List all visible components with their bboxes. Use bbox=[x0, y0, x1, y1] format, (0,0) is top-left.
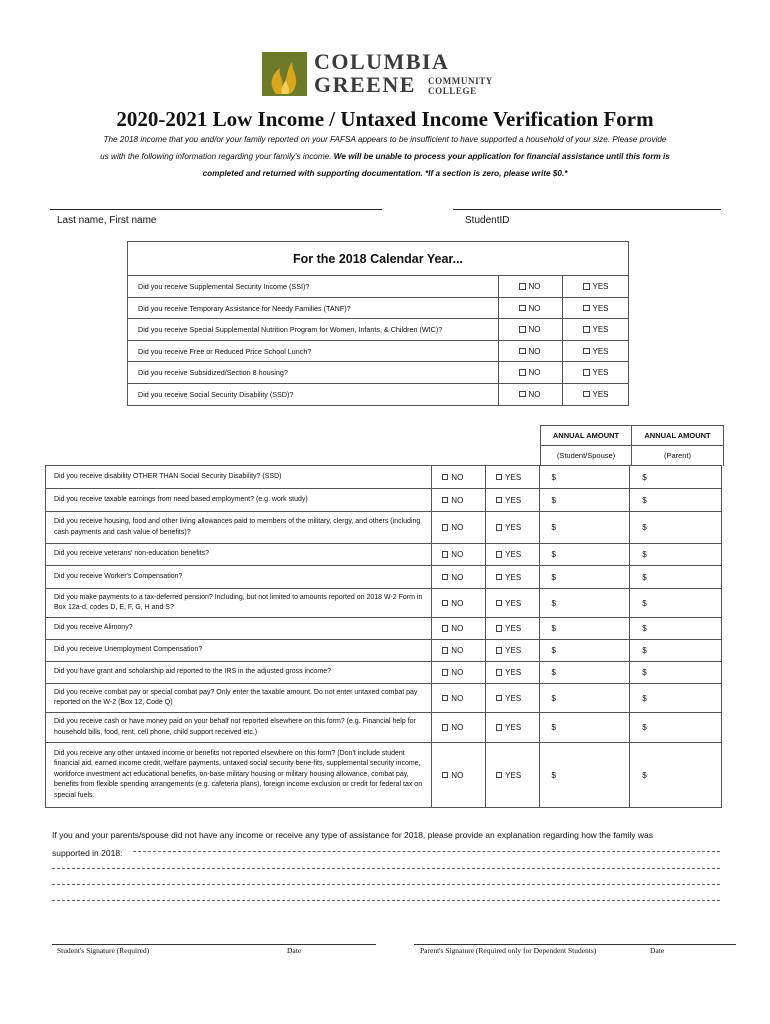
student-amount-field[interactable] bbox=[540, 640, 631, 661]
income-question-row bbox=[46, 640, 721, 662]
currency-symbol: $ bbox=[551, 598, 556, 608]
currency-symbol: $ bbox=[642, 668, 647, 677]
no-label: NO bbox=[451, 598, 464, 608]
student-id-label: StudentID bbox=[465, 215, 510, 226]
yes-label: YES bbox=[592, 325, 609, 334]
no-checkbox[interactable] bbox=[442, 695, 449, 702]
no-option[interactable] bbox=[432, 713, 486, 742]
income-question-row bbox=[46, 618, 721, 640]
currency-symbol: $ bbox=[551, 624, 556, 633]
yes-label: YES bbox=[592, 389, 609, 399]
yes-label: YES bbox=[505, 624, 522, 633]
intro-line-3-bold: completed and returned with supporting documentation. *If a section is zero, please write $0.* bbox=[202, 169, 568, 178]
yes-checkbox[interactable] bbox=[583, 305, 590, 312]
currency-symbol: $ bbox=[551, 668, 556, 677]
student-amount-title: ANNUAL AMOUNT bbox=[541, 426, 631, 446]
income-question-row bbox=[46, 743, 721, 807]
income-question-text bbox=[46, 743, 432, 807]
currency-symbol: $ bbox=[642, 723, 647, 732]
no-option[interactable] bbox=[432, 512, 486, 543]
yes-checkbox[interactable] bbox=[496, 524, 503, 531]
parent-amount-field[interactable] bbox=[630, 566, 721, 588]
no-label: NO bbox=[451, 523, 464, 532]
income-question-label: Did you receive housing, food and other living allowances paid to members of the military, clergy, and others (including cash payments and cash value of benefits)? bbox=[54, 518, 421, 536]
parent-signature-line[interactable] bbox=[414, 944, 736, 945]
no-option[interactable] bbox=[432, 662, 486, 683]
explanation-block bbox=[52, 826, 724, 862]
parent-amount-field[interactable] bbox=[630, 544, 721, 565]
currency-symbol: $ bbox=[642, 550, 647, 559]
income-question-text bbox=[46, 512, 432, 543]
no-label: NO bbox=[528, 303, 541, 313]
income-question-label: Did you receive taxable earnings from need based employment? (e.g. work study) bbox=[54, 495, 308, 503]
parent-amount-field[interactable] bbox=[630, 743, 721, 807]
annual-amount-header bbox=[540, 425, 724, 466]
yes-checkbox[interactable] bbox=[583, 369, 590, 376]
no-label: NO bbox=[451, 646, 464, 655]
yes-label: YES bbox=[505, 550, 522, 559]
yes-checkbox[interactable] bbox=[583, 348, 590, 355]
yes-option[interactable] bbox=[486, 589, 540, 617]
no-option[interactable] bbox=[432, 489, 486, 511]
no-checkbox[interactable] bbox=[442, 625, 449, 632]
explanation-line-1: If you and your parents/spouse did not have any income or receive any type of assistance for 2018, please provide an explanation regarding how the family was bbox=[52, 830, 654, 840]
income-question-text bbox=[46, 684, 432, 712]
income-question-row bbox=[46, 566, 721, 589]
no-checkbox[interactable] bbox=[519, 326, 526, 333]
student-signature-label: Student's Signature (Required) bbox=[57, 946, 150, 955]
yes-checkbox[interactable] bbox=[496, 772, 503, 779]
income-question-label: Did you receive Unemployment Compensation? bbox=[54, 646, 203, 654]
yes-option[interactable] bbox=[486, 640, 540, 661]
calendar-question-text: Did you receive Social Security Disability (SSD)? bbox=[128, 384, 499, 406]
student-id-field-line[interactable] bbox=[453, 209, 721, 210]
income-question-row bbox=[46, 589, 721, 618]
income-question-label: Did you receive cash or have money paid on your behalf not reported elsewhere on this form? (e.g. Financial help for household bills, food, rent, cell phone, child support received etc.) bbox=[54, 718, 416, 736]
parent-amount-field[interactable] bbox=[630, 713, 721, 742]
income-question-text bbox=[46, 489, 432, 511]
yes-checkbox[interactable] bbox=[496, 600, 503, 607]
yes-checkbox[interactable] bbox=[496, 497, 503, 504]
parent-amount-field[interactable] bbox=[630, 684, 721, 712]
no-label: NO bbox=[451, 472, 464, 482]
yes-option[interactable] bbox=[486, 466, 540, 488]
name-label: Last name, First name bbox=[57, 215, 157, 226]
form-title: 2020-2021 Low Income / Untaxed Income Verification Form bbox=[116, 107, 654, 131]
income-question-row bbox=[46, 662, 721, 684]
no-label: NO bbox=[451, 495, 464, 505]
no-checkbox[interactable] bbox=[519, 283, 526, 290]
student-amount-field[interactable] bbox=[540, 743, 631, 807]
calendar-year-table bbox=[127, 241, 629, 406]
currency-symbol: $ bbox=[551, 472, 556, 482]
yes-option[interactable] bbox=[486, 662, 540, 683]
parent-amount-title: ANNUAL AMOUNT bbox=[632, 426, 723, 446]
no-option[interactable] bbox=[432, 640, 486, 661]
yes-checkbox[interactable] bbox=[496, 669, 503, 676]
parent-signature-label: Parent's Signature (Required only for Dependent Students) bbox=[420, 946, 597, 955]
flame-logo-icon bbox=[262, 52, 307, 96]
no-option[interactable] bbox=[432, 566, 486, 588]
income-question-text bbox=[46, 662, 432, 683]
parent-date-label: Date bbox=[650, 946, 665, 955]
yes-option[interactable] bbox=[563, 341, 628, 362]
income-question-row bbox=[46, 512, 721, 544]
no-checkbox[interactable] bbox=[442, 724, 449, 731]
no-checkbox[interactable] bbox=[442, 497, 449, 504]
logo-text-columbia: COLUMBIA bbox=[314, 49, 450, 74]
no-label: NO bbox=[451, 550, 464, 559]
income-question-label: Did you receive combat pay or special combat pay? Only enter the taxable amount. Do not enter untaxed combat pay reported on the W-2 (Box 12, Code Q) bbox=[54, 688, 418, 706]
student-amount-field[interactable] bbox=[540, 713, 631, 742]
income-question-row bbox=[46, 684, 721, 713]
intro-paragraph bbox=[60, 131, 710, 182]
parent-amount-field[interactable] bbox=[630, 662, 721, 683]
no-label: NO bbox=[528, 368, 541, 377]
yes-option[interactable] bbox=[563, 384, 628, 406]
yes-label: YES bbox=[505, 598, 522, 608]
currency-symbol: $ bbox=[642, 572, 647, 582]
no-label: NO bbox=[451, 693, 464, 703]
no-option[interactable] bbox=[432, 589, 486, 617]
yes-option[interactable] bbox=[486, 544, 540, 565]
student-amount-field[interactable] bbox=[540, 662, 631, 683]
income-question-label: Did you receive Alimony? bbox=[54, 624, 133, 632]
income-question-row bbox=[46, 489, 721, 512]
no-checkbox[interactable] bbox=[519, 369, 526, 376]
no-checkbox[interactable] bbox=[519, 391, 526, 398]
yes-checkbox[interactable] bbox=[496, 647, 503, 654]
calendar-question-text: Did you receive Supplemental Security Income (SSI)? bbox=[128, 276, 499, 297]
no-option[interactable] bbox=[432, 684, 486, 712]
yes-option[interactable] bbox=[563, 298, 628, 319]
calendar-question-text: Did you receive Subsidized/Section 8 housing? bbox=[128, 362, 499, 383]
no-checkbox[interactable] bbox=[519, 305, 526, 312]
currency-symbol: $ bbox=[551, 693, 556, 703]
intro-line-2: us with the following information regarding your family's income. bbox=[100, 152, 334, 161]
no-label: NO bbox=[451, 572, 464, 582]
currency-symbol: $ bbox=[642, 472, 647, 482]
student-amount-field[interactable] bbox=[540, 618, 631, 639]
no-checkbox[interactable] bbox=[442, 600, 449, 607]
income-question-text bbox=[46, 618, 432, 639]
calendar-question-row bbox=[128, 298, 628, 320]
income-question-label: Did you receive Worker's Compensation? bbox=[54, 572, 183, 580]
calendar-question-text: Did you receive Temporary Assistance for Needy Families (TANF)? bbox=[128, 298, 499, 319]
explanation-input-line[interactable] bbox=[52, 868, 720, 869]
yes-option[interactable] bbox=[486, 512, 540, 543]
no-checkbox[interactable] bbox=[519, 348, 526, 355]
no-option[interactable] bbox=[499, 341, 563, 362]
yes-checkbox[interactable] bbox=[583, 283, 590, 290]
income-question-label: Did you receive veterans' non-education benefits? bbox=[54, 550, 210, 558]
income-question-text bbox=[46, 466, 432, 488]
explanation-input-line[interactable] bbox=[52, 900, 720, 901]
yes-label: YES bbox=[505, 523, 522, 532]
yes-label: YES bbox=[505, 646, 522, 655]
no-label: NO bbox=[528, 389, 541, 399]
currency-symbol: $ bbox=[551, 495, 556, 505]
yes-checkbox[interactable] bbox=[496, 574, 503, 581]
yes-checkbox[interactable] bbox=[583, 326, 590, 333]
yes-checkbox[interactable] bbox=[496, 474, 503, 481]
calendar-question-text: Did you receive Special Supplemental Nutrition Program for Women, Infants, & Children (WIC)? bbox=[128, 319, 499, 340]
currency-symbol: $ bbox=[551, 572, 556, 582]
no-option[interactable] bbox=[499, 298, 563, 319]
income-question-text bbox=[46, 640, 432, 661]
calendar-question-row bbox=[128, 319, 628, 341]
parent-amount-field[interactable] bbox=[630, 489, 721, 511]
student-amount-field[interactable] bbox=[540, 684, 631, 712]
income-question-label: Did you have grant and scholarship aid reported to the IRS in the adjusted gross income? bbox=[54, 668, 332, 676]
logo-text-college: COLLEGE bbox=[428, 86, 477, 96]
yes-label: YES bbox=[592, 303, 609, 313]
yes-label: YES bbox=[505, 572, 522, 582]
calendar-question-row bbox=[128, 276, 628, 298]
currency-symbol: $ bbox=[551, 723, 556, 732]
parent-amount-field[interactable] bbox=[630, 466, 721, 488]
explanation-input-line[interactable] bbox=[133, 851, 720, 852]
logo-text-greene: GREENE bbox=[314, 72, 416, 97]
yes-checkbox[interactable] bbox=[496, 724, 503, 731]
yes-label: YES bbox=[592, 282, 609, 291]
no-label: NO bbox=[451, 770, 464, 780]
yes-checkbox[interactable] bbox=[496, 551, 503, 558]
yes-option[interactable] bbox=[563, 276, 628, 297]
intro-line-1: The 2018 income that you and/or your family reported on your FAFSA appears to be insufficient to have supported a household of your size. Please provide bbox=[103, 135, 667, 144]
no-option[interactable] bbox=[499, 319, 563, 340]
no-checkbox[interactable] bbox=[442, 574, 449, 581]
currency-symbol: $ bbox=[551, 550, 556, 559]
no-label: NO bbox=[451, 723, 464, 732]
parent-amount-field[interactable] bbox=[630, 618, 721, 639]
no-option[interactable] bbox=[432, 618, 486, 639]
yes-option[interactable] bbox=[486, 684, 540, 712]
student-amount-field[interactable] bbox=[540, 466, 631, 488]
no-option[interactable] bbox=[432, 466, 486, 488]
currency-symbol: $ bbox=[642, 495, 647, 505]
yes-option[interactable] bbox=[486, 489, 540, 511]
student-signature-line[interactable] bbox=[52, 944, 376, 945]
income-question-label: Did you receive any other untaxed income or benefits not reported elsewhere on this form? (Don't include student financial aid, earned income credit, welfare payments, untaxed social security bene-fits, supplemental security income, workforce investment act educational benefits, on-base military housing or military housing allowance, combat pay, benefits from flexible spending arrangements (e.g. cafeteria plans), foreign income exclusion or credit for federal tax on special fuels. bbox=[54, 749, 423, 799]
parent-amount-sub: (Parent) bbox=[663, 451, 692, 460]
explanation-line-2: supported in 2018: bbox=[52, 848, 123, 858]
no-checkbox[interactable] bbox=[442, 772, 449, 779]
student-amount-field[interactable] bbox=[540, 489, 631, 511]
yes-label: YES bbox=[592, 346, 609, 356]
student-amount-field[interactable] bbox=[540, 589, 631, 617]
college-logo bbox=[262, 50, 512, 102]
no-checkbox[interactable] bbox=[442, 669, 449, 676]
parent-amount-field[interactable] bbox=[630, 512, 721, 543]
calendar-year-heading: For the 2018 Calendar Year... bbox=[128, 242, 628, 276]
no-label: NO bbox=[451, 624, 464, 633]
calendar-question-text: Did you receive Free or Reduced Price School Lunch? bbox=[128, 341, 499, 362]
yes-label: YES bbox=[505, 495, 522, 505]
yes-option[interactable] bbox=[486, 713, 540, 742]
income-question-row bbox=[46, 713, 721, 743]
no-checkbox[interactable] bbox=[442, 647, 449, 654]
yes-option[interactable] bbox=[486, 566, 540, 588]
income-question-text bbox=[46, 713, 432, 742]
explanation-input-line[interactable] bbox=[52, 884, 720, 885]
income-question-label: Did you make payments to a tax-deferred pension? Including, but not limited to amounts reported on 2018 W-2 Form in Box 12a-d, codes D, E, F, G, H and S? bbox=[54, 593, 423, 611]
income-question-row bbox=[46, 466, 721, 489]
no-label: NO bbox=[451, 668, 464, 677]
name-field-line[interactable] bbox=[50, 209, 382, 210]
student-amount-field[interactable] bbox=[540, 544, 631, 565]
income-question-label: Did you receive disability OTHER THAN Social Security Disability? (SSD) bbox=[54, 472, 282, 480]
yes-label: YES bbox=[505, 668, 522, 677]
parent-amount-field[interactable] bbox=[630, 640, 721, 661]
no-label: NO bbox=[528, 346, 541, 356]
currency-symbol: $ bbox=[642, 646, 647, 655]
yes-label: YES bbox=[505, 693, 522, 703]
yes-label: YES bbox=[592, 368, 609, 377]
yes-option[interactable] bbox=[563, 319, 628, 340]
currency-symbol: $ bbox=[642, 693, 647, 703]
income-question-row bbox=[46, 544, 721, 566]
calendar-question-row bbox=[128, 384, 628, 406]
income-question-text bbox=[46, 544, 432, 565]
currency-symbol: $ bbox=[551, 523, 556, 532]
yes-label: YES bbox=[505, 723, 522, 732]
intro-line-2-bold: We will be unable to process your application for financial assistance until this form is bbox=[333, 152, 670, 161]
currency-symbol: $ bbox=[642, 624, 647, 633]
student-date-label: Date bbox=[287, 946, 302, 955]
income-question-text bbox=[46, 566, 432, 588]
currency-symbol: $ bbox=[642, 770, 647, 780]
yes-checkbox[interactable] bbox=[583, 391, 590, 398]
no-checkbox[interactable] bbox=[442, 474, 449, 481]
no-option[interactable] bbox=[499, 384, 563, 406]
parent-amount-field[interactable] bbox=[630, 589, 721, 617]
no-checkbox[interactable] bbox=[442, 524, 449, 531]
student-amount-field[interactable] bbox=[540, 512, 631, 543]
no-option[interactable] bbox=[499, 276, 563, 297]
no-option[interactable] bbox=[432, 544, 486, 565]
currency-symbol: $ bbox=[642, 523, 647, 532]
no-option[interactable] bbox=[432, 743, 486, 807]
student-amount-field[interactable] bbox=[540, 566, 631, 588]
currency-symbol: $ bbox=[551, 646, 556, 655]
no-label: NO bbox=[528, 282, 541, 291]
yes-option[interactable] bbox=[486, 618, 540, 639]
currency-symbol: $ bbox=[551, 770, 556, 780]
no-checkbox[interactable] bbox=[442, 551, 449, 558]
calendar-question-row bbox=[128, 341, 628, 363]
yes-checkbox[interactable] bbox=[496, 695, 503, 702]
logo-text-community: COMMUNITY bbox=[428, 76, 493, 86]
currency-symbol: $ bbox=[642, 598, 647, 608]
yes-option[interactable] bbox=[563, 362, 628, 383]
income-question-text bbox=[46, 589, 432, 617]
calendar-question-row bbox=[128, 362, 628, 384]
income-questions-table bbox=[45, 465, 722, 808]
yes-label: YES bbox=[505, 472, 522, 482]
no-option[interactable] bbox=[499, 362, 563, 383]
student-amount-sub: (Student/Spouse) bbox=[556, 451, 616, 460]
yes-checkbox[interactable] bbox=[496, 625, 503, 632]
yes-option[interactable] bbox=[486, 743, 540, 807]
no-label: NO bbox=[528, 325, 541, 334]
yes-label: YES bbox=[505, 770, 522, 780]
